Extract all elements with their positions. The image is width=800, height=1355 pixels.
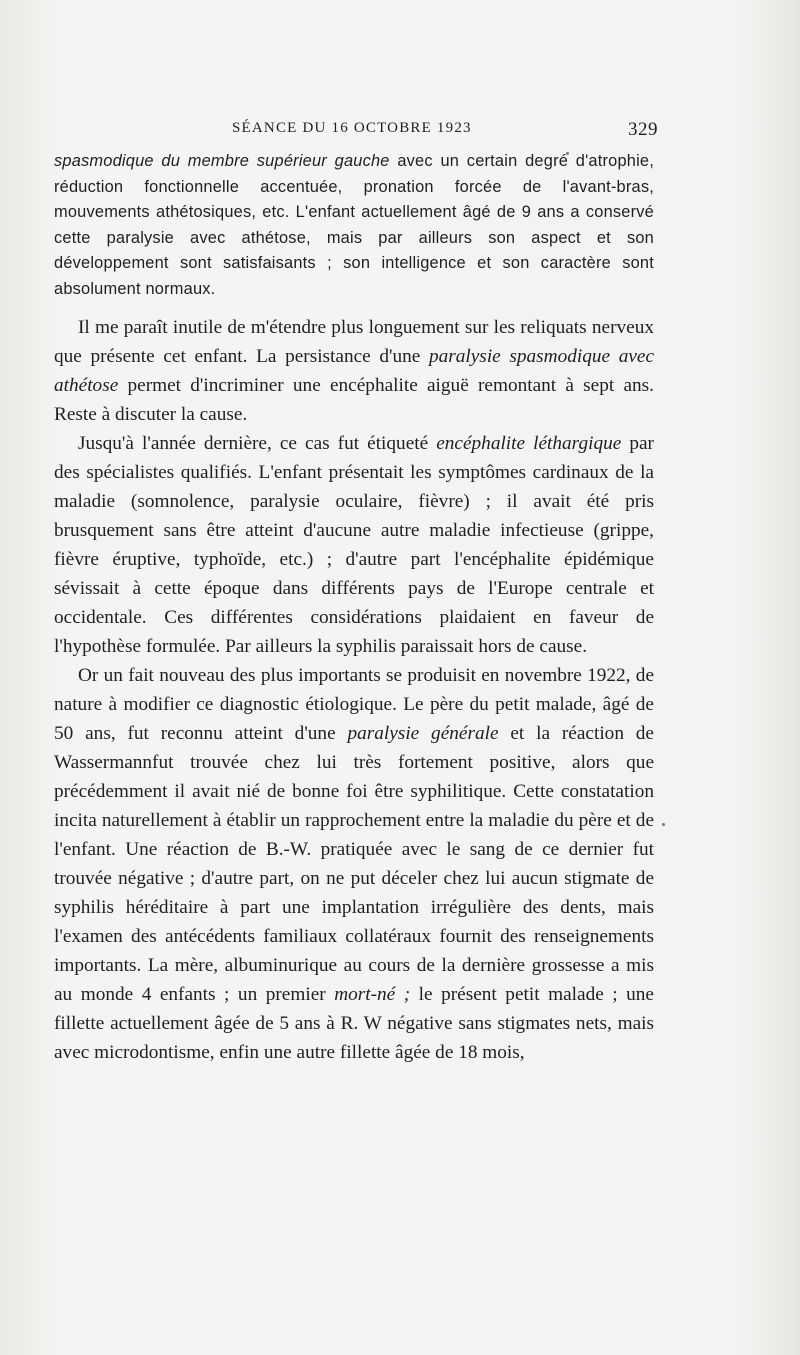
page-number: 329 [628,119,658,140]
italic-text: spasmodique du membre supérieur gauche [54,152,390,170]
italic-text: paralysie spasmodique avec athétose [54,346,655,396]
text-run: avec un certain degré d'atrophie, réduction fonctionnelle accentuée, pronation forcée de l'avant-bras, mouvements athétosiques, etc. L'enfant actuellement âgé de 9 ans a conservé cette paralysie avec athétose, mais par ailleurs son aspect et son développement sont satisfaisants ; son intelligence et son caractère sont absolument normaux. [54,152,654,298]
text-run: et la réaction de Wassermannfut trouvée chez lui très fortement positive, alors que précédemment il avait nié de bonne foi être syphilitique. Cette constatation incita naturellement à établir un rapprochement entre la maladie du père et de l'enfant. Une réaction de B.-W. pratiquée avec le sang de ce dernier fut trouvée négative ; d'autre part, on ne put déceler chez lui aucun stigmate de syphilis héréditaire à part une implantation irrégulière des dents, mais l'examen des antécédents familiaux collatéraux fournit des renseignements importants. La mère, albuminurique au cours de la dernière grossesse a mis au monde 4 enfants ; un premier [54,723,654,1005]
text-run: Jusqu'à l'année dernière, ce cas fut étiqueté [78,433,437,454]
text-run: Or un fait nouveau des plus importants se produisit en novembre 1922, de nature à modifier ce diagnostic étiologique. Le père du petit malade, âgé de 50 ans, fut reconnu atteint d'une [54,665,654,744]
running-head: SÉANCE DU 16 OCTOBRE 1923 [232,120,472,136]
paragraph [54,313,654,429]
paragraph [54,661,654,1067]
italic-text: encéphalite léthargique [436,433,622,454]
italic-text: paralysie générale [347,723,499,744]
paragraph [54,149,654,302]
text-run: Il me paraît inutile de m'étendre plus longuement sur les reliquats nerveux que présente cet enfant. La persistance d'une [54,317,654,367]
text-run: le présent petit malade ; une fillette actuellement âgée de 5 ans à R. W négative sans stigmates nets, mais avec microdontisme, enfin une autre fillette âgée de 18 mois, [54,984,654,1063]
paragraph [54,429,654,661]
ink-speck [662,823,665,826]
italic-text: mort-né ; [334,984,411,1005]
paragraph-continuation [54,149,654,302]
body-text [54,313,654,1067]
text-run: permet d'incriminer une encéphalite aiguë remontant à sept ans. Reste à discuter la cause. [54,375,654,425]
text-run: par des spécialistes qualifiés. L'enfant présentait les symptômes cardinaux de la maladie (somnolence, paralysie oculaire, fièvre) ; il avait été pris brusquement sans être atteint d'aucune autre maladie infectieuse (grippe, fièvre éruptive, typhoïde, etc.) ; d'autre part l'encéphalite épidémique sévissait à cette époque dans différents pays de l'Europe centrale et occidentale. Ces différentes considérations plaidaient en faveur de l'hypothèse formulée. Par ailleurs la syphilis paraissait hors de cause. [54,433,654,657]
page-header [0,120,800,146]
